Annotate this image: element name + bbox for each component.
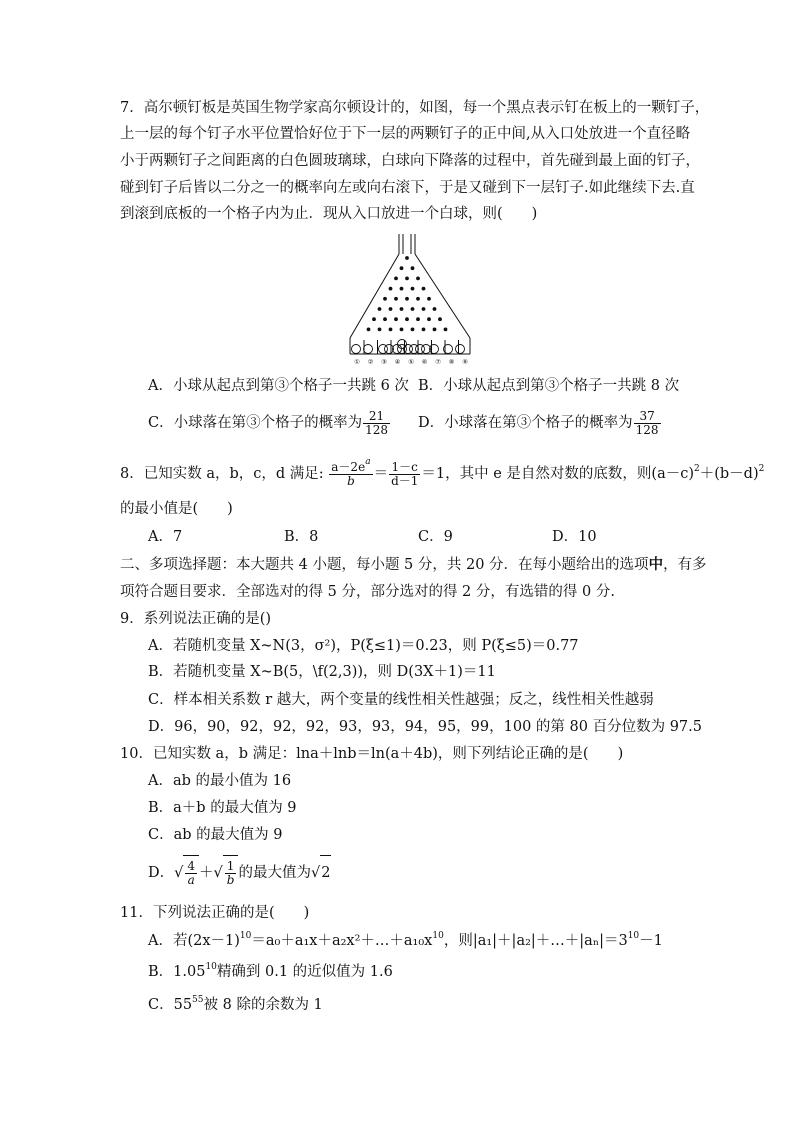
q9-option-a: A．若随机变量 X~N(3，σ²)，P(ξ≤1)＝0.23，则 P(ξ≤5)＝0.77 — [148, 638, 579, 654]
slot-label: ⑦ — [435, 358, 441, 366]
exponent: 10 — [432, 931, 444, 941]
fraction-numerator: 37 — [634, 410, 661, 424]
q8-stem — [120, 458, 764, 490]
q11-option-c — [148, 995, 323, 1015]
q8-stem-line2: 的最小值是( ) — [120, 501, 233, 517]
peg-dot — [378, 328, 382, 332]
peg-dot — [427, 317, 431, 321]
slot-label: ③ — [381, 358, 387, 366]
slot-label: ⑧ — [448, 358, 455, 366]
q11-option-a-text: A．若(2x－1) — [148, 933, 240, 949]
q10-option-c: C．ab 的最大值为 9 — [148, 827, 283, 843]
sqrt-radicand: 2 — [320, 855, 331, 890]
fraction-numerator: 4 — [187, 858, 196, 873]
peg-dot — [433, 328, 437, 332]
fraction-denominator: b — [226, 872, 235, 887]
q10-option-a: A．ab 的最小值为 16 — [148, 773, 292, 789]
equals-sign: ＝ — [373, 466, 389, 482]
q7-option-d-fraction — [634, 410, 661, 437]
fraction-denominator: b — [347, 473, 355, 488]
section-2-heading-bold: 中 — [648, 556, 664, 573]
peg-dot — [405, 317, 409, 321]
peg-dot — [411, 307, 415, 311]
slot-labels — [354, 358, 468, 366]
q7-line1: 7．高尔顿钉板是英国生物学家高尔顿设计的，如图，每一个黑点表示钉在板上的一颗钉子， — [120, 100, 710, 116]
fraction-numerator-text: a－2e — [331, 459, 366, 474]
q9-option-c: C．样本相关系数 r 越大，两个变量的线性相关性越强；反之，线性相关性越弱 — [148, 692, 654, 708]
q7-option-c — [148, 408, 391, 438]
peg-dot — [383, 317, 387, 321]
peg-dot — [416, 277, 420, 281]
q11-option-b-text: B．1.05 — [148, 964, 206, 980]
slot-label: ⑥ — [421, 358, 428, 366]
q11-option-b — [148, 962, 393, 982]
exponent: a — [365, 456, 371, 467]
peg-dot — [378, 307, 382, 311]
galton-board-figure — [340, 232, 480, 368]
q7-option-d — [418, 408, 662, 438]
peg-dot — [405, 277, 409, 281]
q10-option-d-text: 的最大值为 — [238, 865, 311, 881]
slot-label: ① — [354, 358, 360, 366]
fraction-denominator: d－1 — [391, 473, 419, 488]
peg-dot — [411, 328, 415, 332]
peg-dot — [400, 307, 404, 311]
exponent: 10 — [239, 931, 252, 941]
q8-option-c: C．9 — [418, 529, 453, 545]
q8-option-b: B．8 — [284, 529, 319, 545]
q8-option-a: A．7 — [148, 529, 183, 545]
fraction-numerator — [329, 456, 372, 475]
plus-sign: ＋ — [199, 865, 214, 881]
peg-dot — [372, 317, 376, 321]
peg-dot — [416, 317, 420, 321]
q7-line4: 碰到钉子后皆以二分之一的概率向左或向右滚下，于是又碰到下一层钉子.如此继续下去.直 — [120, 180, 695, 196]
peg-dot — [394, 297, 398, 301]
fraction-numerator: 1 — [225, 860, 237, 874]
q7-line2: 上一层的每个钉子水平位置恰好位于下一层的两颗钉子的正中间,从入口处放进一个直径略 — [120, 126, 691, 142]
q8-stem-prefix: 8．已知实数 a，b，c，d 满足: — [120, 466, 324, 482]
fraction-denominator: 128 — [365, 422, 388, 437]
q10-sqrt-fraction-2 — [225, 860, 237, 887]
q8-stem-continuation-2: ＋(b－d) — [699, 466, 759, 482]
peg-dot — [400, 266, 404, 270]
peg-dot — [394, 317, 398, 321]
q10-option-b: B．a＋b 的最大值为 9 — [148, 800, 297, 816]
q11-option-a-expansion: ＝a₀＋a₁x＋a₂x²＋…＋a₁₀x — [251, 933, 433, 949]
slot-label: ⑤ — [408, 358, 414, 366]
peg-dot — [411, 287, 415, 291]
section-2-heading-text: 二、多项选择题：本大题共 4 小题，每小题 5 分，共 20 分．在每小题给出的选项 — [120, 557, 649, 573]
peg-dot — [389, 287, 393, 291]
q9-option-d: D．96，90，92，92，92，93，93，94，95，99，100 的第 80 百分位数为 97.5 — [148, 719, 702, 735]
peg-dot — [411, 266, 415, 270]
peg-dot — [422, 328, 426, 332]
exponent: 10 — [627, 931, 640, 941]
peg-dot — [405, 256, 409, 260]
peg-dot — [422, 307, 426, 311]
q7-option-a: A．小球从起点到第③个格子一共跳 6 次 — [148, 378, 409, 394]
q11-option-b-tail: 精确到 0.1 的近似值为 1.6 — [216, 964, 393, 980]
peg-dot — [400, 287, 404, 291]
fraction-denominator: 128 — [635, 422, 659, 437]
peg-dot — [422, 287, 426, 291]
galton-pegs — [367, 256, 448, 331]
q11-option-a-end: －1 — [639, 933, 663, 949]
q11-stem: 11．下列说法正确的是( ) — [120, 905, 310, 921]
q10-option-d-label: D． — [148, 865, 175, 881]
peg-dot — [438, 317, 442, 321]
slot-label: ⑨ — [462, 358, 468, 366]
exponent: 10 — [205, 962, 217, 972]
q9-stem: 9．系列说法正确的是() — [120, 611, 272, 627]
peg-dot — [416, 297, 420, 301]
section-2-heading-line2: 项符合题目要求．全部选对的得 5 分，部分选对的得 2 分，有选错的得 0 分. — [120, 584, 615, 600]
q11-option-c-tail: 被 8 除的余数为 1 — [203, 997, 323, 1013]
galton-balls — [352, 340, 465, 354]
q11-option-a — [148, 931, 663, 951]
q10-stem: 10．已知实数 a，b 满足：lna＋lnb＝ln(a＋4b)，则下列结论正确的是( ) — [120, 746, 624, 762]
peg-dot — [394, 277, 398, 281]
peg-dot — [444, 328, 448, 332]
q10-sqrt-fraction-1 — [185, 860, 197, 887]
section-2-heading-tail: ，有多 — [663, 557, 707, 573]
peg-dot — [427, 297, 431, 301]
fraction-denominator: a — [187, 872, 195, 887]
peg-dot — [433, 307, 437, 311]
peg-dot — [400, 328, 404, 332]
peg-dot — [405, 297, 409, 301]
q7-option-b: B．小球从起点到第③个格子一共跳 8 次 — [418, 378, 680, 394]
q8-fraction-2 — [389, 461, 420, 488]
q10-option-d: D．√ $\frac{4}{a}$ ＋√ $\frac{1}{b}$ 的最大值为√2 — [148, 855, 331, 890]
peg-dot — [367, 328, 371, 332]
q11-option-a-conclusion: ，则|a₁|＋|a₂|＋…＋|aₙ|＝3 — [443, 933, 628, 949]
q7-option-d-text: D．小球落在第③个格子的概率为 — [418, 415, 633, 431]
exponent: 2 — [758, 464, 765, 474]
peg-dot — [383, 297, 387, 301]
q11-option-c-text: C．55 — [148, 997, 193, 1013]
fraction-numerator: 21 — [363, 410, 390, 424]
peg-dot — [389, 328, 393, 332]
exponent: 2 — [694, 464, 700, 474]
q9-option-b: B．若随机变量 X~B(5，\f(2,3))，则 D(3X＋1)＝11 — [148, 664, 496, 680]
fraction-numerator: 1－c — [389, 461, 420, 475]
q7-line5: 到滚到底板的一个格子内为止．现从入口放进一个白球，则( ) — [120, 206, 538, 222]
slot-label: ② — [367, 358, 374, 366]
q7-option-c-fraction — [363, 410, 390, 437]
peg-dot — [389, 307, 393, 311]
section-2-heading-line1 — [120, 555, 707, 575]
q8-fraction-1 — [329, 456, 372, 488]
q8-option-d: D．10 — [552, 529, 597, 545]
q8-stem-continuation: ＝1，其中 e 是自然对数的底数，则(a－c) — [421, 466, 694, 482]
q7-line3: 小于两颗钉子之间距离的白色圆玻璃球，白球向下降落的过程中，首先碰到最上面的钉子， — [120, 153, 700, 169]
slot-label: ④ — [394, 358, 401, 366]
q7-option-c-text: C．小球落在第③个格子的概率为 — [148, 415, 363, 431]
exponent: 55 — [192, 995, 204, 1005]
